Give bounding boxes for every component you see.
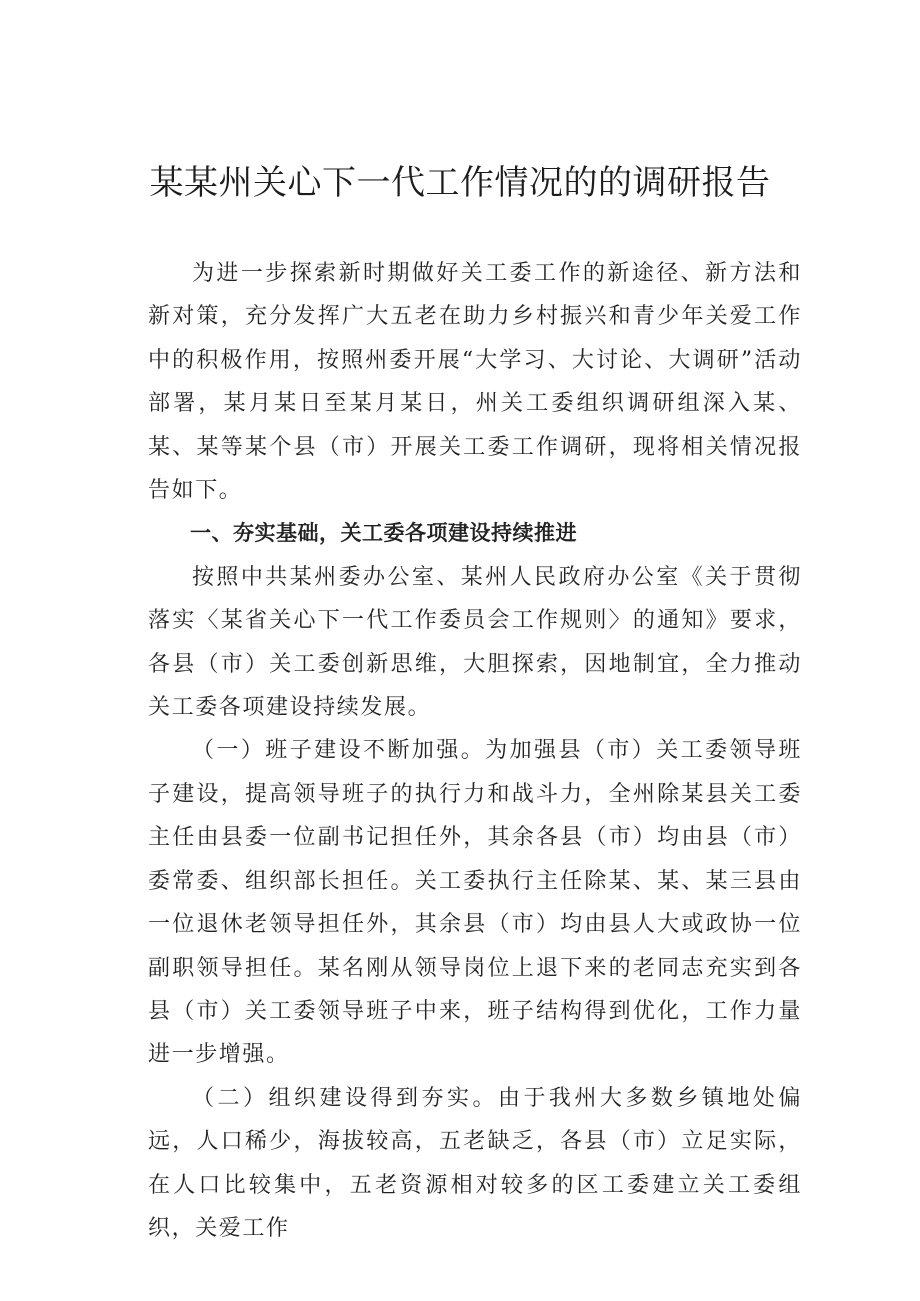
intro-paragraph: 为进一步探索新时期做好关工委工作的新途径、新方法和新对策，充分发挥广大五老在助力乡村振兴和青少年关爱工作中的积极作用，按照州委开展“大学习、大讨论、大调研”活动部署，某月某日至某月某日，州关工委组织调研组深入某、某、某等某个县（市）开展关工委工作调研，现将相关情况报告如下。: [148, 261, 802, 504]
section-heading-1: 一、夯实基础，关工委各项建设持续推进: [190, 521, 577, 546]
document-title: 某某州关心下一代工作情况的的调研报告: [149, 163, 771, 203]
subsection-1-paragraph: （一）班子建设不断加强。为加强县（市）关工委领导班子建设，提高领导班子的执行力和战斗力，全州除某县关工委主任由县委一位副书记担任外，其余各县（市）均由县（市）委常委、组织部长担任。关工委执行主任除某、某、某三县由一位退休老领导担任外，其余县（市）均由县人大或政协一位副职领导担任。某名刚从领导岗位上退下来的老同志充实到各县（市）关工委领导班子中来，班子结构得到优化，工作力量进一步增强。: [148, 738, 802, 1068]
document-body: [148, 252, 802, 1250]
section-1-paragraph: 按照中共某州委办公室、某州人民政府办公室《关于贯彻落实〈某省关心下一代工作委员会工作规则〉的通知》要求，各县（市）关工委创新思维，大胆探索，因地制宜，全力推动关工委各项建设持续发展。: [148, 564, 802, 721]
subsection-2-paragraph: （二）组织建设得到夯实。由于我州大多数乡镇地处偏远，人口稀少，海拔较高，五老缺乏，各县（市）立足实际，在人口比较集中，五老资源相对较多的区工委建立关工委组织，关爱工作: [148, 1085, 802, 1241]
